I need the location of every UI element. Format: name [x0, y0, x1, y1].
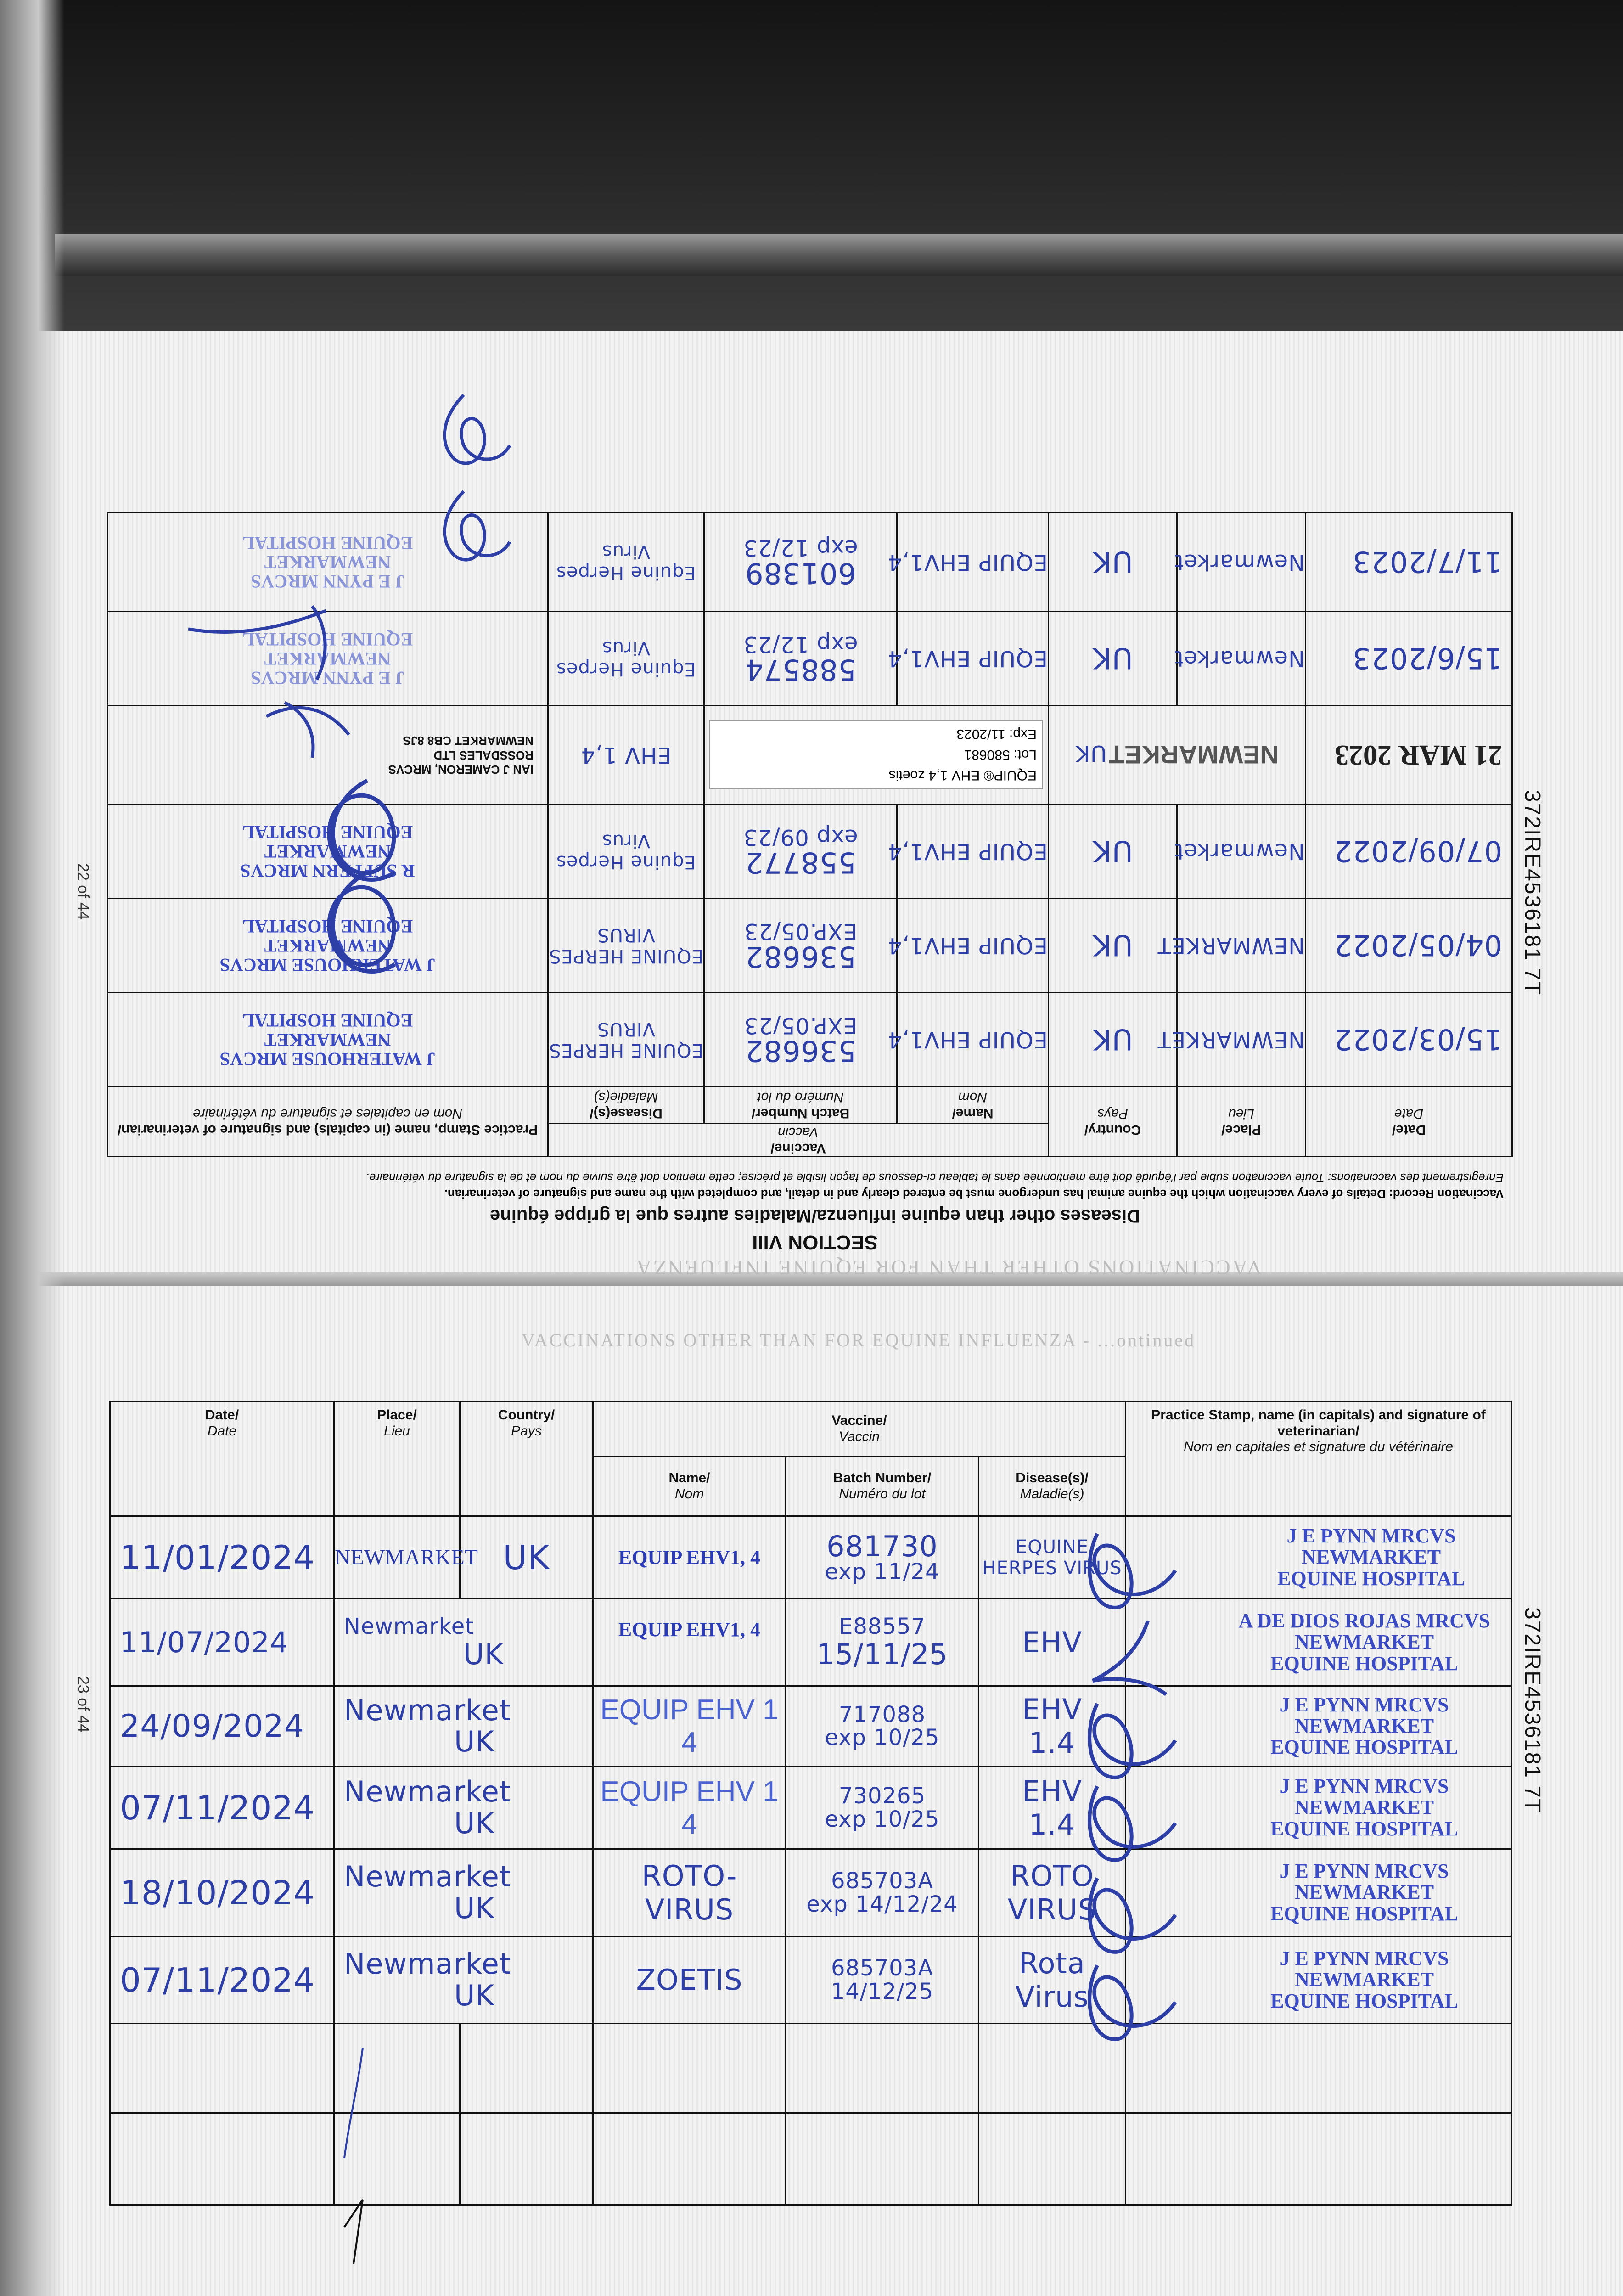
disease-entry: Equine Herpes Virus: [556, 830, 696, 872]
disease-entry: Rota Virus: [1015, 1946, 1089, 2014]
expiry-entry: 15/11/25: [816, 1637, 948, 1671]
expiry-entry: 14/12/25: [831, 1978, 934, 2004]
vet-stamp: J E PYNN MRCVS NEWMARKET EQUINE HOSPITAL: [1277, 1525, 1465, 1590]
instructions-fr: Enregistrement des vaccinations: Toute vaccination subie par l'équidé doit être mentionnée dans le tableau ci-dessous de façon lisible et précise; cette mention doit être suivie du nom et de la signature du vétérinaire.: [365, 1171, 1504, 1185]
vaccine-name-entry: EQUIP EHV1,4: [887, 1027, 1048, 1052]
country-entry: UK: [1092, 1023, 1133, 1057]
date-entry: [110, 2024, 334, 2113]
section-subtitle: Diseases other than equine influenza/Maladies autres que la grippe équine: [490, 1206, 1140, 1226]
vaccine-name-entry: EQUIP EHV1,4: [887, 549, 1048, 575]
signature-scribble: [188, 606, 326, 680]
date-entry: [110, 2113, 334, 2205]
disease-entry: EHV 1.4: [1022, 1774, 1083, 1841]
disease-entry: EQUINE HERPES VIRUS: [982, 1536, 1122, 1579]
batch-entry: 558772: [745, 846, 856, 879]
vet-stamp: J E PYNN MRCVS NEWMARKET EQUINE HOSPITAL: [1270, 1775, 1458, 1840]
header-disease: Disease(s)/ Maladie(s): [548, 1087, 704, 1124]
place-entry: NEWMARKET: [335, 1545, 478, 1570]
signature-scribble: [266, 703, 349, 758]
expiry-entry: exp 10/25: [825, 1725, 940, 1750]
table-row: [110, 1936, 1511, 2024]
disease-entry: EHV 1.4: [1022, 1693, 1083, 1760]
date-entry: 11/7/2023: [1352, 545, 1502, 579]
table-row: [110, 1849, 1511, 1936]
lower-signatures: [1079, 1529, 1217, 2057]
place-entry: Newmarket: [344, 1947, 511, 1981]
header-stamp: Practice Stamp, name (in capitals) and signature of veterinarian/ Nom en capitales et signature du vétérinaire: [107, 1087, 548, 1157]
batch-entry: E88557: [838, 1614, 926, 1639]
header-place: Place/ Lieu: [334, 1401, 460, 1516]
date-entry: 11/01/2024: [120, 1538, 315, 1577]
expiry-entry: EXP.05/23: [743, 1013, 858, 1038]
disease-entry: EHV: [1022, 1626, 1083, 1659]
header-batch: Batch Number/ Numéro du lot: [704, 1087, 897, 1124]
instructions-en: Vaccination Record: Details of every vaccination which the equine animal has undergone must be entered clearly and in detail, and completed with the name and signature of veterinarian.: [444, 1187, 1504, 1201]
date-entry: 15/03/2022: [1333, 1023, 1502, 1057]
batch-entry: 601389: [745, 557, 856, 590]
header-date: Date/ Date: [110, 1401, 334, 1516]
batch-entry: 685703A: [831, 1955, 934, 1981]
date-entry: 11/07/2024: [120, 1626, 289, 1659]
expiry-entry: exp 14/12/24: [806, 1891, 958, 1917]
date-entry: 18/10/2024: [120, 1873, 315, 1912]
vaccine-name-entry: EQUIP EHV1,4: [887, 646, 1048, 671]
header-country: Country/ Pays: [1049, 1087, 1177, 1157]
upper-signatures: [110, 358, 1533, 1277]
header-stamp: Practice Stamp, name (in capitals) and signature of veterinarian/ Nom en capitales et signature du vétérinaire: [1126, 1401, 1511, 1516]
country-entry: UK: [1075, 740, 1107, 766]
header-date: Date/ Date: [1306, 1087, 1512, 1157]
vet-stamp: J WATERHOUSE MRCVS NEWMARKET EQUINE HOSPITAL: [219, 916, 436, 975]
header-vaccine: Vaccine/ Vaccin: [593, 1401, 1126, 1457]
batch-entry: 685703A: [831, 1868, 934, 1894]
expiry-entry: EXP.05/23: [743, 918, 858, 944]
place-entry: NEWMARKET: [1157, 933, 1305, 958]
vet-stamp: R SUFFERN MRCVS NEWMARKET EQUINE HOSPITAL: [240, 822, 415, 881]
expiry-entry: exp 12/23: [743, 631, 858, 657]
country-entry: UK: [454, 1725, 495, 1758]
expiry-entry: Exp: 11/2023: [956, 726, 1037, 742]
date-entry: 24/09/2024: [120, 1708, 304, 1745]
date-entry: 07/11/2024: [120, 1788, 315, 1827]
vet-stamp: J E PYNN MRCVS NEWMARKET EQUINE HOSPITAL: [1270, 1947, 1458, 2012]
place-entry: Newmarket: [344, 1693, 511, 1727]
place-entry: Newmarket: [344, 1860, 511, 1894]
country-entry: [460, 2024, 593, 2113]
date-entry: 04/05/2022: [1333, 929, 1502, 962]
header-name: Name/ Nom: [897, 1087, 1049, 1124]
ghost-heading-lower: VACCINATIONS OTHER THAN FOR EQUINE INFLUENZA - ...ontinued: [521, 1330, 1196, 1351]
signature-scribble: [1089, 1965, 1175, 2039]
batch-entry: [786, 2113, 979, 2205]
vet-stamp: J E PYNN MRCVS NEWMARKET EQUINE HOSPITAL: [242, 533, 413, 592]
vaccine-name-entry: EQUIP EHV1,4: [887, 838, 1048, 864]
place-entry: NEWMARKET: [1157, 1027, 1305, 1052]
disease-entry: EHV 1,4: [580, 742, 672, 768]
country-entry: UK: [1092, 545, 1133, 579]
batch-entry: 717088: [838, 1701, 926, 1728]
section-title: SECTION VIII: [752, 1231, 878, 1254]
batch-entry: 681730: [826, 1529, 938, 1563]
disease-entry: Equine Herpes Virus: [556, 541, 696, 583]
batch-entry: [786, 2024, 979, 2113]
table-row: [110, 2113, 1511, 2205]
page-number-left: 22 of 44: [74, 863, 92, 920]
country-entry: UK: [1092, 929, 1133, 962]
country-entry: [460, 2113, 593, 2205]
disease-entry: Equine Herpes Virus: [556, 637, 696, 680]
vaccine-name-entry: EQUIP EHV 1 4: [600, 1694, 779, 1758]
vaccine-name-entry: [593, 2113, 786, 2205]
header-country: Country/ Pays: [460, 1401, 593, 1516]
place-entry: Newmarket: [1174, 646, 1305, 671]
signature-scribble: [1089, 1534, 1175, 1608]
horse-id-upper: 372IRE4536181 7T: [1520, 790, 1544, 996]
table-row: [110, 1599, 1511, 1686]
batch-entry: 730265: [838, 1783, 926, 1809]
expiry-entry: exp 10/25: [825, 1806, 940, 1832]
vaccine-name-entry: EQUIP EHV1,4: [887, 933, 1048, 958]
place-entry: Newmarket: [1174, 838, 1305, 864]
table-row: [110, 1767, 1511, 1849]
vaccine-name-entry: EQUIP EHV 1 4: [600, 1775, 779, 1840]
table-row: [110, 1686, 1511, 1767]
vaccine-name-entry: ROTO-VIRUS: [641, 1859, 737, 1926]
vet-stamp: [1126, 2113, 1511, 2205]
date-entry: 07/09/2022: [1333, 834, 1502, 868]
scanner-shadow: [0, 0, 1623, 331]
table-row: [110, 2024, 1511, 2113]
disease-entry: ROTO VIRUS: [1007, 1859, 1097, 1926]
vaccine-name-entry: [593, 2024, 786, 2113]
header-place: Place/ Lieu: [1177, 1087, 1306, 1157]
vet-stamp: J E PYNN MRCVS NEWMARKET EQUINE HOSPITAL: [1270, 1860, 1458, 1925]
vaccine-name-entry: ZOETIS: [636, 1963, 743, 1997]
signature-scribble: [329, 781, 395, 880]
signature-scribble: [444, 395, 510, 463]
signature-scribble: [1089, 1878, 1175, 1952]
disease-entry: EQUINE HERPES VIRUS: [549, 924, 703, 967]
signature-scribble: [329, 872, 395, 972]
vet-stamp: J E PYNN MRCVS NEWMARKET EQUINE HOSPITAL: [1270, 1693, 1458, 1759]
expiry-entry: exp 11/24: [825, 1559, 940, 1585]
header-vaccine: Vaccine/ Vaccin: [548, 1124, 1049, 1157]
table-row: [110, 1516, 1511, 1599]
country-entry: UK: [454, 1978, 495, 2012]
scanner-glare: [55, 234, 1623, 276]
vet-stamp: A DE DIOS ROJAS MRCVS NEWMARKET EQUINE HOSPITAL: [1238, 1609, 1490, 1675]
signature-scribble: [1089, 1786, 1175, 1860]
pen-marks: [335, 2043, 372, 2291]
page-number-right: 23 of 44: [74, 1676, 92, 1733]
date-stamp-entry: 21 MAR 2023: [1334, 739, 1502, 771]
country-entry: UK: [454, 1806, 495, 1840]
batch-entry: 536682: [745, 1034, 856, 1068]
vet-stamp: IAN J CAMERON, MRCVS ROSSDALES LTD NEWMARKET CB8 8JS: [388, 734, 534, 777]
place-entry: Newmarket: [1174, 549, 1305, 575]
vaccine-name-entry: EQUIP EHV1, 4: [618, 1618, 761, 1641]
batch-entry: 536682: [745, 940, 856, 974]
disease-entry: [979, 2113, 1126, 2205]
signature-scribble: [444, 491, 510, 560]
country-entry: UK: [1092, 642, 1133, 675]
country-entry: UK: [1092, 834, 1133, 868]
country-entry: UK: [454, 1891, 495, 1925]
place-entry: Newmarket: [344, 1775, 511, 1809]
vaccine-name-entry: EQUIP EHV1, 4: [618, 1546, 761, 1569]
disease-entry: EQUINE HERPES VIRUS: [549, 1019, 703, 1061]
lower-vaccination-table: [109, 1401, 1512, 2206]
header-disease: Disease(s)/ Maladie(s): [979, 1457, 1126, 1516]
batch-entry: 588574: [745, 653, 856, 687]
place-entry: Newmarket: [344, 1614, 475, 1639]
expiry-entry: exp 09/23: [743, 824, 858, 850]
signature-scribble: [1089, 1704, 1175, 1778]
vaccine-name-entry: EQUIP® EHV 1,4 zoetis: [888, 768, 1037, 783]
place-stamp-entry: NEWMARKET: [1108, 740, 1279, 770]
date-entry: 15/6/2023: [1352, 642, 1502, 675]
date-entry: 07/11/2024: [120, 1960, 315, 1999]
expiry-entry: exp 12/23: [743, 535, 858, 561]
ghost-heading: VACCINATIONS OTHER THAN FOR EQUINE INFLUENZA: [634, 1256, 1262, 1279]
vet-stamp: J WATERHOUSE MRCVS NEWMARKET EQUINE HOSPITAL: [219, 1010, 436, 1069]
country-entry: UK: [463, 1637, 504, 1671]
batch-entry: Lot: 580681: [964, 747, 1037, 763]
header-batch: Batch Number/ Numéro du lot: [786, 1457, 979, 1516]
vet-stamp: J E PYNN MRCVS NEWMARKET EQUINE HOSPITAL: [242, 629, 413, 688]
country-entry: UK: [503, 1538, 550, 1577]
signature-scribble: [1093, 1621, 1166, 1694]
horse-id-lower: 372IRE4536181 7T: [1520, 1607, 1544, 1813]
header-name: Name/ Nom: [593, 1457, 786, 1516]
